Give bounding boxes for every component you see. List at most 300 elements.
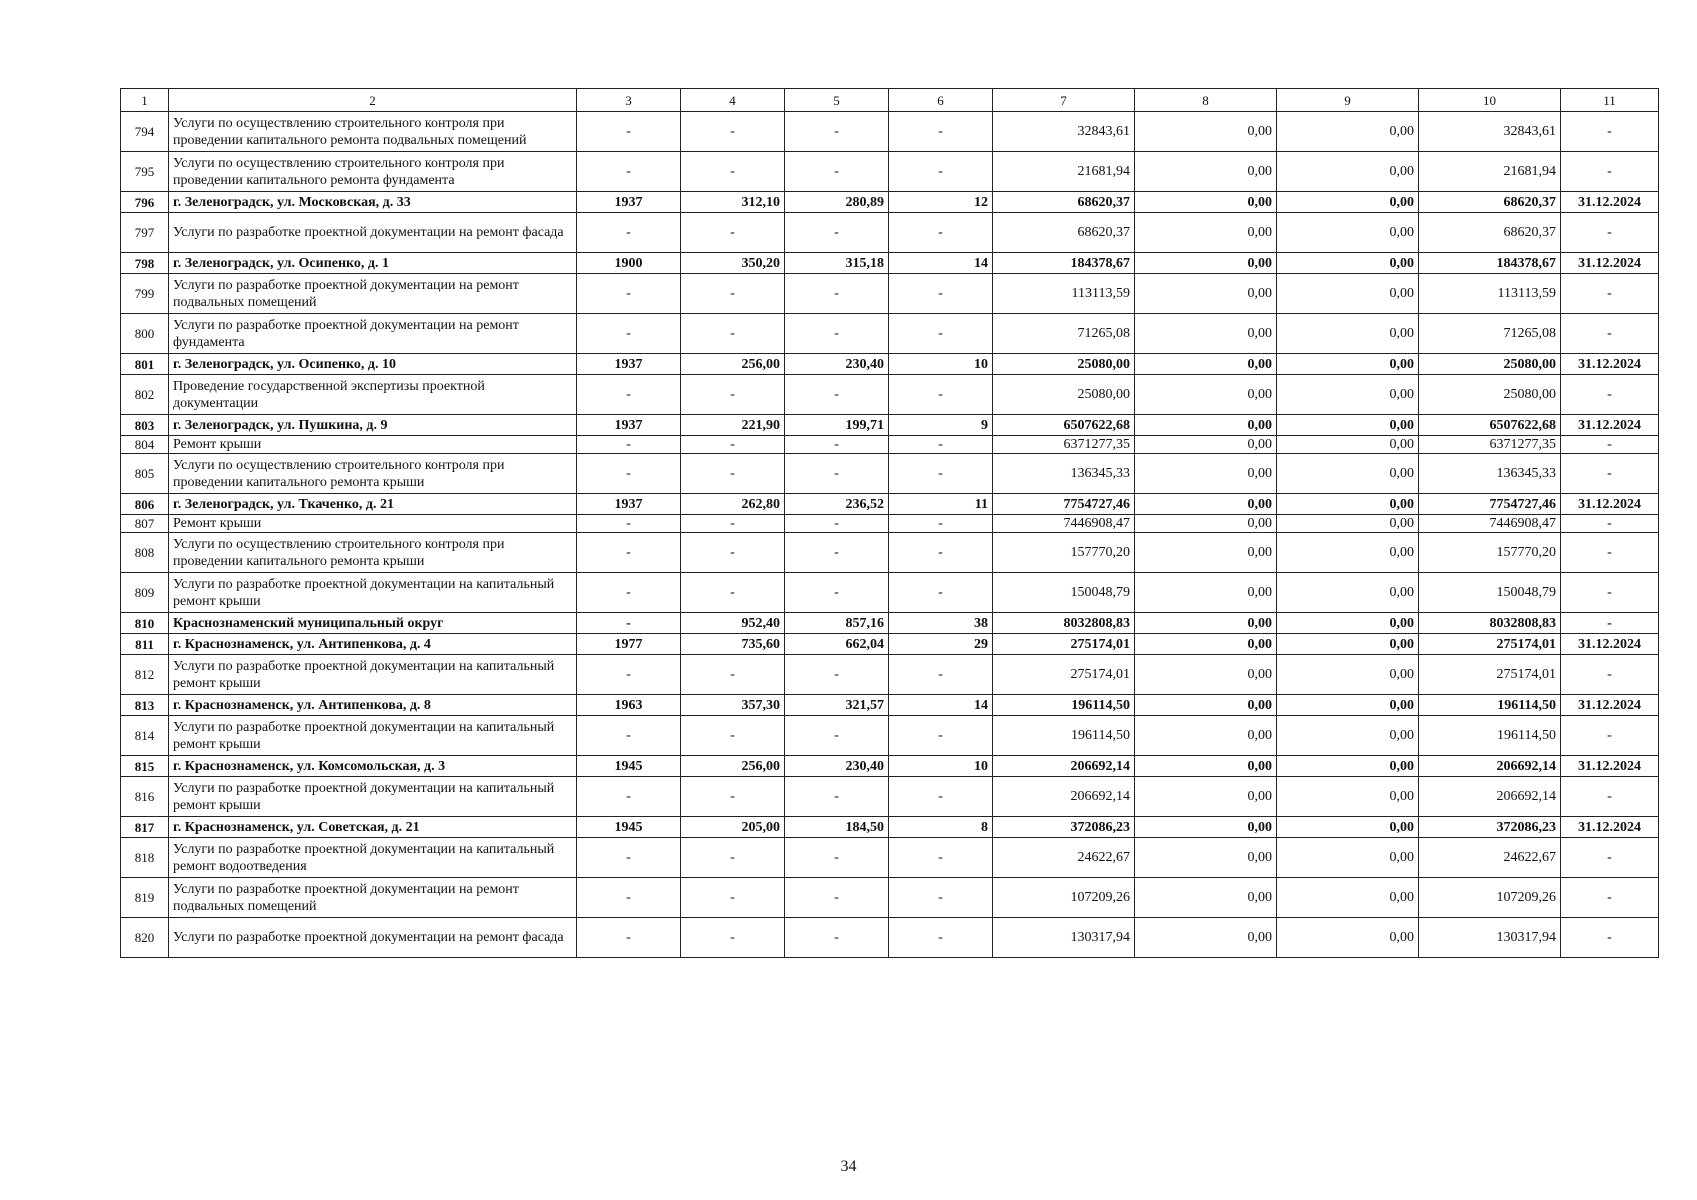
row-number-cell: 816 [121, 777, 169, 817]
owners-cost-cell: 8032808,83 [1419, 613, 1561, 634]
owners-cost-cell: 7754727,46 [1419, 494, 1561, 515]
total-area-cell: - [681, 112, 785, 152]
residential-area-cell: 236,52 [785, 494, 889, 515]
house-row [121, 695, 1659, 716]
owners-cost-cell: 275174,01 [1419, 634, 1561, 655]
owners-cost-cell: 372086,23 [1419, 817, 1561, 838]
row-number-cell: 796 [121, 192, 169, 213]
fund-cost-cell: 0,00 [1135, 274, 1277, 314]
work-description-cell: г. Краснознаменск, ул. Антипенкова, д. 8 [169, 695, 577, 716]
year-cell: 1945 [577, 817, 681, 838]
residential-area-cell: - [785, 314, 889, 354]
residential-area-cell: 280,89 [785, 192, 889, 213]
row-number-cell: 803 [121, 415, 169, 436]
row-number-cell: 802 [121, 375, 169, 415]
year-cell: - [577, 918, 681, 958]
owners-cost-cell: 206692,14 [1419, 756, 1561, 777]
residents-count-cell: 38 [889, 613, 993, 634]
work-description-cell: Услуги по разработке проектной документации на ремонт фасада [169, 918, 577, 958]
owners-cost-cell: 196114,50 [1419, 716, 1561, 756]
work-description-cell: Услуги по осуществлению строительного контроля при проведении капитального ремонта крыши [169, 533, 577, 573]
budget-cost-cell: 0,00 [1277, 274, 1419, 314]
fund-cost-cell: 0,00 [1135, 375, 1277, 415]
total-area-cell: - [681, 918, 785, 958]
column-header: 9 [1277, 89, 1419, 112]
total-area-cell: 205,00 [681, 817, 785, 838]
deadline-cell: - [1561, 777, 1659, 817]
budget-cost-cell: 0,00 [1277, 716, 1419, 756]
work-row [121, 777, 1659, 817]
total-area-cell: 256,00 [681, 354, 785, 375]
total-cost-cell: 107209,26 [993, 878, 1135, 918]
total-cost-cell: 184378,67 [993, 253, 1135, 274]
year-cell: - [577, 573, 681, 613]
year-cell: - [577, 112, 681, 152]
deadline-cell: - [1561, 314, 1659, 354]
deadline-cell: - [1561, 274, 1659, 314]
year-cell: - [577, 274, 681, 314]
total-area-cell: 312,10 [681, 192, 785, 213]
owners-cost-cell: 206692,14 [1419, 777, 1561, 817]
owners-cost-cell: 24622,67 [1419, 838, 1561, 878]
owners-cost-cell: 25080,00 [1419, 375, 1561, 415]
owners-cost-cell: 196114,50 [1419, 695, 1561, 716]
work-row [121, 112, 1659, 152]
owners-cost-cell: 275174,01 [1419, 655, 1561, 695]
total-area-cell: 952,40 [681, 613, 785, 634]
budget-cost-cell: 0,00 [1277, 878, 1419, 918]
fund-cost-cell: 0,00 [1135, 415, 1277, 436]
residential-area-cell: - [785, 573, 889, 613]
budget-cost-cell: 0,00 [1277, 838, 1419, 878]
column-header: 2 [169, 89, 577, 112]
residents-count-cell: - [889, 878, 993, 918]
owners-cost-cell: 107209,26 [1419, 878, 1561, 918]
work-description-cell: Услуги по разработке проектной документации на капитальный ремонт водоотведения [169, 838, 577, 878]
year-cell: - [577, 515, 681, 533]
deadline-cell: - [1561, 152, 1659, 192]
deadline-cell: - [1561, 613, 1659, 634]
work-row [121, 515, 1659, 533]
table-body [121, 112, 1659, 958]
row-number-cell: 801 [121, 354, 169, 375]
residents-count-cell: 10 [889, 756, 993, 777]
row-number-cell: 810 [121, 613, 169, 634]
work-description-cell: Услуги по осуществлению строительного контроля при проведении капитального ремонта фундамента [169, 152, 577, 192]
work-description-cell: Проведение государственной экспертизы проектной документации [169, 375, 577, 415]
deadline-cell: - [1561, 878, 1659, 918]
owners-cost-cell: 184378,67 [1419, 253, 1561, 274]
residential-area-cell: - [785, 838, 889, 878]
work-row [121, 533, 1659, 573]
year-cell: - [577, 878, 681, 918]
budget-cost-cell: 0,00 [1277, 354, 1419, 375]
work-description-cell: г. Зеленоградск, ул. Осипенко, д. 1 [169, 253, 577, 274]
year-cell: 1963 [577, 695, 681, 716]
deadline-cell: 31.12.2024 [1561, 354, 1659, 375]
work-description-cell: г. Зеленоградск, ул. Ткаченко, д. 21 [169, 494, 577, 515]
residential-area-cell: - [785, 454, 889, 494]
house-row [121, 494, 1659, 515]
deadline-cell: - [1561, 515, 1659, 533]
budget-cost-cell: 0,00 [1277, 817, 1419, 838]
fund-cost-cell: 0,00 [1135, 838, 1277, 878]
budget-cost-cell: 0,00 [1277, 152, 1419, 192]
budget-cost-cell: 0,00 [1277, 613, 1419, 634]
work-row [121, 213, 1659, 253]
residential-area-cell: - [785, 655, 889, 695]
year-cell: 1937 [577, 494, 681, 515]
deadline-cell: - [1561, 838, 1659, 878]
fund-cost-cell: 0,00 [1135, 152, 1277, 192]
work-description-cell: Услуги по разработке проектной документации на ремонт фасада [169, 213, 577, 253]
year-cell: - [577, 436, 681, 454]
row-number-cell: 819 [121, 878, 169, 918]
residential-area-cell: 230,40 [785, 756, 889, 777]
row-number-cell: 807 [121, 515, 169, 533]
work-row [121, 573, 1659, 613]
fund-cost-cell: 0,00 [1135, 253, 1277, 274]
house-row [121, 817, 1659, 838]
repair-program-table [120, 88, 1659, 958]
residents-count-cell: - [889, 454, 993, 494]
residential-area-cell: - [785, 533, 889, 573]
budget-cost-cell: 0,00 [1277, 655, 1419, 695]
deadline-cell: - [1561, 716, 1659, 756]
owners-cost-cell: 113113,59 [1419, 274, 1561, 314]
work-row [121, 918, 1659, 958]
fund-cost-cell: 0,00 [1135, 878, 1277, 918]
total-cost-cell: 21681,94 [993, 152, 1135, 192]
residential-area-cell: 321,57 [785, 695, 889, 716]
residential-area-cell: - [785, 878, 889, 918]
residential-area-cell: - [785, 112, 889, 152]
work-description-cell: г. Зеленоградск, ул. Осипенко, д. 10 [169, 354, 577, 375]
deadline-cell: 31.12.2024 [1561, 756, 1659, 777]
fund-cost-cell: 0,00 [1135, 354, 1277, 375]
deadline-cell: - [1561, 533, 1659, 573]
total-area-cell: - [681, 838, 785, 878]
fund-cost-cell: 0,00 [1135, 192, 1277, 213]
total-area-cell: - [681, 152, 785, 192]
owners-cost-cell: 6507622,68 [1419, 415, 1561, 436]
year-cell: 1945 [577, 756, 681, 777]
column-number-header-row [121, 89, 1659, 112]
year-cell: 1977 [577, 634, 681, 655]
fund-cost-cell: 0,00 [1135, 515, 1277, 533]
year-cell: - [577, 454, 681, 494]
work-row [121, 274, 1659, 314]
owners-cost-cell: 21681,94 [1419, 152, 1561, 192]
budget-cost-cell: 0,00 [1277, 192, 1419, 213]
fund-cost-cell: 0,00 [1135, 454, 1277, 494]
budget-cost-cell: 0,00 [1277, 695, 1419, 716]
row-number-cell: 817 [121, 817, 169, 838]
owners-cost-cell: 25080,00 [1419, 354, 1561, 375]
fund-cost-cell: 0,00 [1135, 817, 1277, 838]
residents-count-cell: - [889, 533, 993, 573]
residents-count-cell: - [889, 436, 993, 454]
total-area-cell: - [681, 454, 785, 494]
total-area-cell: - [681, 436, 785, 454]
deadline-cell: 31.12.2024 [1561, 253, 1659, 274]
total-area-cell: - [681, 314, 785, 354]
residential-area-cell: - [785, 213, 889, 253]
work-row [121, 878, 1659, 918]
residents-count-cell: - [889, 274, 993, 314]
total-cost-cell: 8032808,83 [993, 613, 1135, 634]
total-area-cell: - [681, 515, 785, 533]
column-header: 1 [121, 89, 169, 112]
residential-area-cell: - [785, 716, 889, 756]
fund-cost-cell: 0,00 [1135, 213, 1277, 253]
residents-count-cell: - [889, 838, 993, 878]
fund-cost-cell: 0,00 [1135, 573, 1277, 613]
house-row [121, 354, 1659, 375]
total-area-cell: 735,60 [681, 634, 785, 655]
residential-area-cell: - [785, 918, 889, 958]
total-cost-cell: 24622,67 [993, 838, 1135, 878]
total-area-cell: - [681, 878, 785, 918]
residents-count-cell: - [889, 314, 993, 354]
total-cost-cell: 372086,23 [993, 817, 1135, 838]
budget-cost-cell: 0,00 [1277, 253, 1419, 274]
deadline-cell: - [1561, 918, 1659, 958]
residents-count-cell: - [889, 213, 993, 253]
owners-cost-cell: 32843,61 [1419, 112, 1561, 152]
residents-count-cell: - [889, 112, 993, 152]
residents-count-cell: 9 [889, 415, 993, 436]
residents-count-cell: - [889, 515, 993, 533]
total-cost-cell: 157770,20 [993, 533, 1135, 573]
work-row [121, 314, 1659, 354]
owners-cost-cell: 68620,37 [1419, 192, 1561, 213]
residents-count-cell: 10 [889, 354, 993, 375]
total-cost-cell: 113113,59 [993, 274, 1135, 314]
owners-cost-cell: 157770,20 [1419, 533, 1561, 573]
work-row [121, 375, 1659, 415]
residents-count-cell: 14 [889, 253, 993, 274]
work-row [121, 152, 1659, 192]
total-area-cell: 357,30 [681, 695, 785, 716]
fund-cost-cell: 0,00 [1135, 494, 1277, 515]
work-description-cell: Услуги по разработке проектной документации на ремонт подвальных помещений [169, 274, 577, 314]
column-header: 4 [681, 89, 785, 112]
residents-count-cell: 14 [889, 695, 993, 716]
row-number-cell: 799 [121, 274, 169, 314]
year-cell: - [577, 655, 681, 695]
residential-area-cell: 199,71 [785, 415, 889, 436]
fund-cost-cell: 0,00 [1135, 695, 1277, 716]
year-cell: - [577, 777, 681, 817]
residents-count-cell: 12 [889, 192, 993, 213]
house-row [121, 253, 1659, 274]
page-number: 34 [840, 1158, 857, 1175]
column-header: 10 [1419, 89, 1561, 112]
fund-cost-cell: 0,00 [1135, 613, 1277, 634]
year-cell: - [577, 375, 681, 415]
deadline-cell: - [1561, 112, 1659, 152]
row-number-cell: 811 [121, 634, 169, 655]
row-number-cell: 800 [121, 314, 169, 354]
work-description-cell: г. Краснознаменск, ул. Антипенкова, д. 4 [169, 634, 577, 655]
column-header: 5 [785, 89, 889, 112]
residential-area-cell: - [785, 777, 889, 817]
total-cost-cell: 196114,50 [993, 716, 1135, 756]
residents-count-cell: - [889, 152, 993, 192]
owners-cost-cell: 68620,37 [1419, 213, 1561, 253]
budget-cost-cell: 0,00 [1277, 436, 1419, 454]
residents-count-cell: - [889, 716, 993, 756]
house-row [121, 756, 1659, 777]
total-area-cell: - [681, 573, 785, 613]
budget-cost-cell: 0,00 [1277, 213, 1419, 253]
budget-cost-cell: 0,00 [1277, 533, 1419, 573]
total-area-cell: 262,80 [681, 494, 785, 515]
fund-cost-cell: 0,00 [1135, 533, 1277, 573]
residents-count-cell: 8 [889, 817, 993, 838]
total-cost-cell: 196114,50 [993, 695, 1135, 716]
year-cell: - [577, 152, 681, 192]
deadline-cell: - [1561, 213, 1659, 253]
work-row [121, 838, 1659, 878]
year-cell: - [577, 838, 681, 878]
total-area-cell: - [681, 533, 785, 573]
total-cost-cell: 130317,94 [993, 918, 1135, 958]
work-description-cell: г. Зеленоградск, ул. Московская, д. 33 [169, 192, 577, 213]
row-number-cell: 815 [121, 756, 169, 777]
year-cell: - [577, 314, 681, 354]
deadline-cell: - [1561, 573, 1659, 613]
residential-area-cell: - [785, 375, 889, 415]
budget-cost-cell: 0,00 [1277, 415, 1419, 436]
column-header: 8 [1135, 89, 1277, 112]
residents-count-cell: - [889, 375, 993, 415]
work-description-cell: г. Краснознаменск, ул. Советская, д. 21 [169, 817, 577, 838]
residents-count-cell: 29 [889, 634, 993, 655]
residents-count-cell: 11 [889, 494, 993, 515]
residential-area-cell: - [785, 515, 889, 533]
row-number-cell: 794 [121, 112, 169, 152]
row-number-cell: 812 [121, 655, 169, 695]
fund-cost-cell: 0,00 [1135, 918, 1277, 958]
budget-cost-cell: 0,00 [1277, 375, 1419, 415]
owners-cost-cell: 150048,79 [1419, 573, 1561, 613]
column-header: 11 [1561, 89, 1659, 112]
budget-cost-cell: 0,00 [1277, 112, 1419, 152]
deadline-cell: - [1561, 655, 1659, 695]
budget-cost-cell: 0,00 [1277, 756, 1419, 777]
budget-cost-cell: 0,00 [1277, 573, 1419, 613]
row-number-cell: 818 [121, 838, 169, 878]
deadline-cell: 31.12.2024 [1561, 415, 1659, 436]
row-number-cell: 805 [121, 454, 169, 494]
house-row [121, 634, 1659, 655]
owners-cost-cell: 71265,08 [1419, 314, 1561, 354]
total-cost-cell: 25080,00 [993, 375, 1135, 415]
owners-cost-cell: 136345,33 [1419, 454, 1561, 494]
work-row [121, 716, 1659, 756]
total-cost-cell: 275174,01 [993, 655, 1135, 695]
work-row [121, 454, 1659, 494]
residential-area-cell: 857,16 [785, 613, 889, 634]
total-area-cell: - [681, 777, 785, 817]
budget-cost-cell: 0,00 [1277, 777, 1419, 817]
total-cost-cell: 7754727,46 [993, 494, 1135, 515]
work-description-cell: Услуги по разработке проектной документации на капитальный ремонт крыши [169, 777, 577, 817]
fund-cost-cell: 0,00 [1135, 655, 1277, 695]
total-cost-cell: 206692,14 [993, 777, 1135, 817]
work-description-cell: Услуги по разработке проектной документации на капитальный ремонт крыши [169, 655, 577, 695]
work-description-cell: Услуги по разработке проектной документации на капитальный ремонт крыши [169, 716, 577, 756]
row-number-cell: 804 [121, 436, 169, 454]
work-description-cell: Услуги по разработке проектной документации на капитальный ремонт крыши [169, 573, 577, 613]
deadline-cell: 31.12.2024 [1561, 634, 1659, 655]
row-number-cell: 798 [121, 253, 169, 274]
total-cost-cell: 6507622,68 [993, 415, 1135, 436]
total-cost-cell: 275174,01 [993, 634, 1135, 655]
residents-count-cell: - [889, 573, 993, 613]
budget-cost-cell: 0,00 [1277, 634, 1419, 655]
fund-cost-cell: 0,00 [1135, 634, 1277, 655]
total-area-cell: 256,00 [681, 756, 785, 777]
row-number-cell: 797 [121, 213, 169, 253]
work-description-cell: Ремонт крыши [169, 515, 577, 533]
residential-area-cell: 662,04 [785, 634, 889, 655]
house-row [121, 613, 1659, 634]
work-description-cell: г. Зеленоградск, ул. Пушкина, д. 9 [169, 415, 577, 436]
work-description-cell: Ремонт крыши [169, 436, 577, 454]
work-row [121, 655, 1659, 695]
budget-cost-cell: 0,00 [1277, 515, 1419, 533]
deadline-cell: - [1561, 436, 1659, 454]
residents-count-cell: - [889, 777, 993, 817]
work-description-cell: Краснознаменский муниципальный округ [169, 613, 577, 634]
work-description-cell: Услуги по разработке проектной документации на ремонт подвальных помещений [169, 878, 577, 918]
total-cost-cell: 71265,08 [993, 314, 1135, 354]
row-number-cell: 814 [121, 716, 169, 756]
column-header: 6 [889, 89, 993, 112]
deadline-cell: 31.12.2024 [1561, 192, 1659, 213]
total-area-cell: - [681, 375, 785, 415]
work-row [121, 436, 1659, 454]
deadline-cell: 31.12.2024 [1561, 494, 1659, 515]
house-row [121, 415, 1659, 436]
total-cost-cell: 68620,37 [993, 192, 1135, 213]
total-area-cell: 350,20 [681, 253, 785, 274]
total-area-cell: - [681, 655, 785, 695]
residents-count-cell: - [889, 655, 993, 695]
work-description-cell: Услуги по осуществлению строительного контроля при проведении капитального ремонта подвальных помещений [169, 112, 577, 152]
column-header: 7 [993, 89, 1135, 112]
residents-count-cell: - [889, 918, 993, 958]
row-number-cell: 820 [121, 918, 169, 958]
residential-area-cell: 230,40 [785, 354, 889, 375]
fund-cost-cell: 0,00 [1135, 436, 1277, 454]
year-cell: 1937 [577, 354, 681, 375]
work-description-cell: г. Краснознаменск, ул. Комсомольская, д. 3 [169, 756, 577, 777]
year-cell: 1900 [577, 253, 681, 274]
total-cost-cell: 25080,00 [993, 354, 1135, 375]
fund-cost-cell: 0,00 [1135, 314, 1277, 354]
house-row [121, 192, 1659, 213]
row-number-cell: 809 [121, 573, 169, 613]
owners-cost-cell: 130317,94 [1419, 918, 1561, 958]
owners-cost-cell: 6371277,35 [1419, 436, 1561, 454]
deadline-cell: - [1561, 454, 1659, 494]
deadline-cell: 31.12.2024 [1561, 695, 1659, 716]
budget-cost-cell: 0,00 [1277, 314, 1419, 354]
